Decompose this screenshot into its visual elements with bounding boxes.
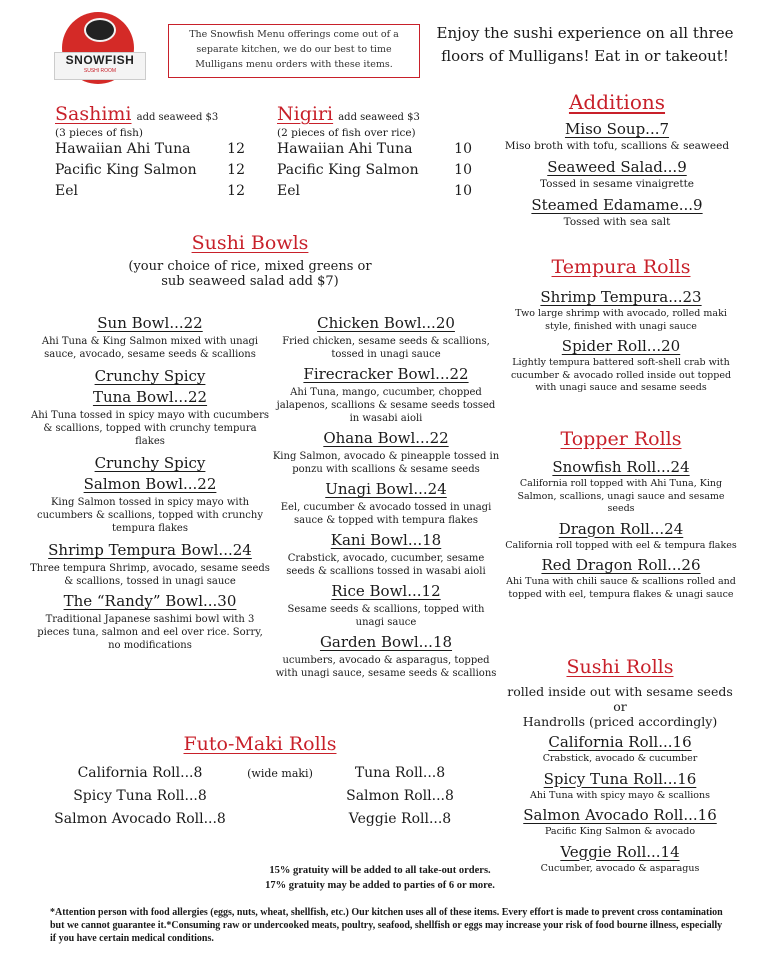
bowl-desc: King Salmon tossed in spicy mayo with cucumbers & scallions, topped with crunchy tempura flakes: [37, 497, 263, 534]
bowl-desc: Sesame seeds & scallions, topped with unagi sauce: [287, 604, 485, 628]
sashimi-item-price: 12: [227, 141, 245, 157]
futo-right-column: [320, 765, 480, 834]
additions-item-name: Steamed Edamame...9: [531, 196, 703, 214]
bowl-name: Sun Bowl...22: [97, 314, 203, 332]
roll-name: Spider Roll...20: [561, 337, 681, 355]
bowl-name: Crunchy Spicy: [94, 367, 206, 385]
additions-item-desc: Tossed with sea salt: [563, 216, 671, 228]
bowl-desc: Fried chicken, sesame seeds & scallions, tossed in unagi sauce: [282, 336, 490, 360]
bowls-title: Sushi Bowls: [191, 232, 309, 254]
additions-title: Additions: [568, 90, 666, 114]
roll-name: California Roll...16: [548, 733, 692, 751]
bowl-name: Rice Bowl...12: [331, 582, 441, 600]
bowls-header: [100, 232, 400, 289]
nigiri-row: [277, 183, 472, 199]
bowl-desc: Traditional Japanese sashimi bowl with 3 pieces tuna, salmon and eel over rice. Sorry, no modifications: [37, 614, 263, 651]
nigiri-row: [277, 141, 472, 157]
futo-title: Futo-Maki Rolls: [183, 733, 337, 755]
nigiri-item-price: 10: [454, 183, 472, 199]
roll-desc: Crabstick, avocado & cucumber: [542, 753, 698, 764]
bowl-name-2: Tuna Bowl...22: [92, 388, 208, 406]
bowl-item: [272, 314, 500, 361]
bowl-desc: King Salmon, avocado & pineapple tossed in ponzu with scallions & sesame seeds: [272, 451, 500, 475]
roll-desc: California roll topped with eel & tempura flakes: [505, 539, 737, 551]
roll-desc: Cucumber, avocado & asparagus: [540, 862, 700, 874]
bowl-desc: Eel, cucumber & avocado tossed in unagi sauce & topped with tempura flakes: [280, 502, 492, 526]
bowl-desc: Ahi Tuna, mango, cucumber, chopped jalapenos, scallions & sesame seeds tossed in wasabi aioli: [276, 387, 496, 424]
sashimi-item-price: 12: [227, 183, 245, 199]
nigiri-row: [277, 162, 472, 178]
futo-item: Tuna Roll...8: [354, 765, 446, 781]
bowl-item: [272, 582, 500, 629]
nigiri-sub: (2 pieces of fish over rice): [277, 127, 416, 139]
bowls-sub-1: (your choice of rice, mixed greens or: [128, 259, 372, 274]
sushi-rolls-sub-2: Handrolls (priced accordingly): [522, 714, 718, 729]
logo: [40, 12, 160, 90]
allergy-notice: *Attention person with food allergies (eggs, nuts, wheat, shellfish, etc.) Our kitchen uses all of these items. Every effort is made to prevent cross contamination but we cannot guarantee it.*Consuming raw or undercooked meats, poultry, seafood, shellfish or eggs may increase your risk of food bourne illness, especially if you have certain medical conditions.: [50, 907, 723, 944]
gratuity-note-1: 15% gratuity will be added to all take-out orders.: [269, 865, 491, 876]
bowl-item: [30, 314, 270, 361]
futo-left-column: [40, 765, 240, 834]
sashimi-note: add seaweed $3: [136, 112, 219, 123]
sashimi-item-name: Eel: [55, 183, 78, 199]
nigiri-note: add seaweed $3: [338, 112, 420, 123]
bowl-item: [272, 365, 500, 425]
bowl-desc: ucumbers, avocado & asparagus, topped with unagi sauce, sesame seeds & scallions: [275, 655, 497, 679]
sushi-rolls-sub-1: rolled inside out with sesame seeds or: [507, 684, 733, 714]
sashimi-sub: (3 pieces of fish): [55, 127, 144, 139]
bowl-desc: Ahi Tuna tossed in spicy mayo with cucumbers & scallions, topped with crunchy tempura flakes: [31, 410, 269, 447]
topper-title: Topper Rolls: [560, 428, 682, 450]
logo-banner: SNOWFISH SUSHI ROOM: [54, 52, 146, 80]
roll-name: Snowfish Roll...24: [552, 458, 690, 476]
sushi-rolls-section: [500, 656, 740, 875]
bowl-item: [272, 480, 500, 527]
nigiri-item-price: 10: [454, 162, 472, 178]
futo-item: Spicy Tuna Roll...8: [73, 788, 207, 804]
bowl-item: [272, 429, 500, 476]
sashimi-title: Sashimi: [55, 103, 132, 125]
nigiri-section: [277, 103, 477, 199]
futo-item: Salmon Roll...8: [346, 788, 454, 804]
bowl-name: Crunchy Spicy: [94, 454, 206, 472]
bowl-item: [30, 367, 270, 448]
bowl-item: [30, 541, 270, 588]
roll-desc: Ahi Tuna with chili sauce & scallions rolled and topped with eel, tempura flakes & unagi sauce: [506, 576, 736, 600]
sashimi-item-name: Hawaiian Ahi Tuna: [55, 141, 191, 157]
roll-name: Dragon Roll...24: [558, 519, 684, 538]
sashimi-item-price: 12: [227, 162, 245, 178]
bowl-item: [30, 454, 270, 535]
bowl-item: [272, 633, 500, 680]
intro-text: Enjoy the sushi experience on all three floors of Mulligans! Eat in or takeout!: [436, 24, 734, 65]
roll-desc: Ahi Tuna with spicy mayo & scallions: [529, 789, 711, 801]
bowl-desc: Three tempura Shrimp, avocado, sesame seeds & scallions, tossed in unagi sauce: [30, 563, 270, 587]
additions-item-desc: Tossed in sesame vinaigrette: [539, 178, 695, 190]
notice-box: The Snowfish Menu offerings come out of a separate kitchen, we do our best to time Mulligans menu orders with these items.: [168, 24, 420, 78]
sushi-rolls-title: Sushi Rolls: [566, 656, 674, 678]
additions-item-desc: Miso broth with tofu, scallions & seaweed: [504, 140, 730, 152]
bowl-item: [272, 531, 500, 578]
bowls-left-column: [30, 314, 270, 656]
bowl-name: Garden Bowl...18: [319, 633, 453, 651]
nigiri-item-name: Hawaiian Ahi Tuna: [277, 141, 413, 157]
futo-note: (wide maki): [247, 767, 313, 780]
bowl-name: Unagi Bowl...24: [325, 480, 447, 498]
bowl-name-2: Salmon Bowl...22: [83, 475, 217, 493]
tempura-section: [505, 256, 737, 395]
nigiri-item-price: 10: [454, 141, 472, 157]
roll-desc: Two large shrimp with avocado, rolled maki style, finished with unagi sauce: [515, 308, 727, 332]
bowl-name: Ohana Bowl...22: [323, 429, 449, 447]
bowl-name: Firecracker Bowl...22: [303, 365, 469, 383]
sashimi-section: [55, 103, 255, 199]
bowl-desc: Crabstick, avocado, cucumber, sesame seeds & scallions tossed in wasabi aioli: [286, 553, 486, 577]
roll-desc: California roll topped with Ahi Tuna, King Salmon, scallions, unagi sauce and sesame seeds: [517, 478, 725, 514]
bowl-name: Chicken Bowl...20: [317, 314, 455, 332]
sashimi-row: [55, 141, 245, 157]
additions-item-name: Seaweed Salad...9: [547, 158, 687, 176]
nigiri-item-name: Eel: [277, 183, 300, 199]
additions-section: [497, 90, 737, 234]
nigiri-title: Nigiri: [277, 103, 334, 125]
roll-desc: Pacific King Salmon & avocado: [544, 826, 696, 837]
additions-item-name: Miso Soup...7: [564, 120, 670, 138]
bowl-name: Kani Bowl...18: [330, 531, 442, 549]
tempura-title: Tempura Rolls: [551, 256, 691, 278]
roll-desc: Lightly tempura battered soft-shell crab with cucumber & avocado rolled inside out topped with unagi sauce and sesame seeds: [510, 357, 732, 393]
roll-name: Spicy Tuna Roll...16: [543, 769, 697, 788]
roll-name: Salmon Avocado Roll...16: [523, 806, 717, 824]
roll-name: Veggie Roll...14: [560, 842, 680, 861]
topper-section: [505, 428, 737, 601]
gratuity-note-2: 17% gratuity may be added to parties of 6 or more.: [265, 880, 495, 891]
sushi-icon: [84, 18, 116, 42]
sashimi-row: [55, 162, 245, 178]
futo-item: Veggie Roll...8: [348, 811, 452, 827]
bowls-right-column: [272, 314, 500, 684]
roll-name: Shrimp Tempura...23: [540, 288, 702, 306]
futo-item: California Roll...8: [77, 765, 203, 781]
roll-name: Red Dragon Roll...26: [541, 556, 701, 574]
bowl-desc: Ahi Tuna & King Salmon mixed with unagi sauce, avocado, sesame seeds & scallions: [41, 336, 259, 360]
futo-item: Salmon Avocado Roll...8: [54, 811, 226, 827]
bowls-sub-2: sub seaweed salad add $7): [161, 274, 339, 289]
bowl-name: The “Randy” Bowl...30: [63, 592, 237, 610]
sashimi-row: [55, 183, 245, 199]
nigiri-item-name: Pacific King Salmon: [277, 162, 419, 178]
bowl-item: [30, 592, 270, 652]
sashimi-item-name: Pacific King Salmon: [55, 162, 197, 178]
bowl-name: Shrimp Tempura Bowl...24: [48, 541, 252, 559]
